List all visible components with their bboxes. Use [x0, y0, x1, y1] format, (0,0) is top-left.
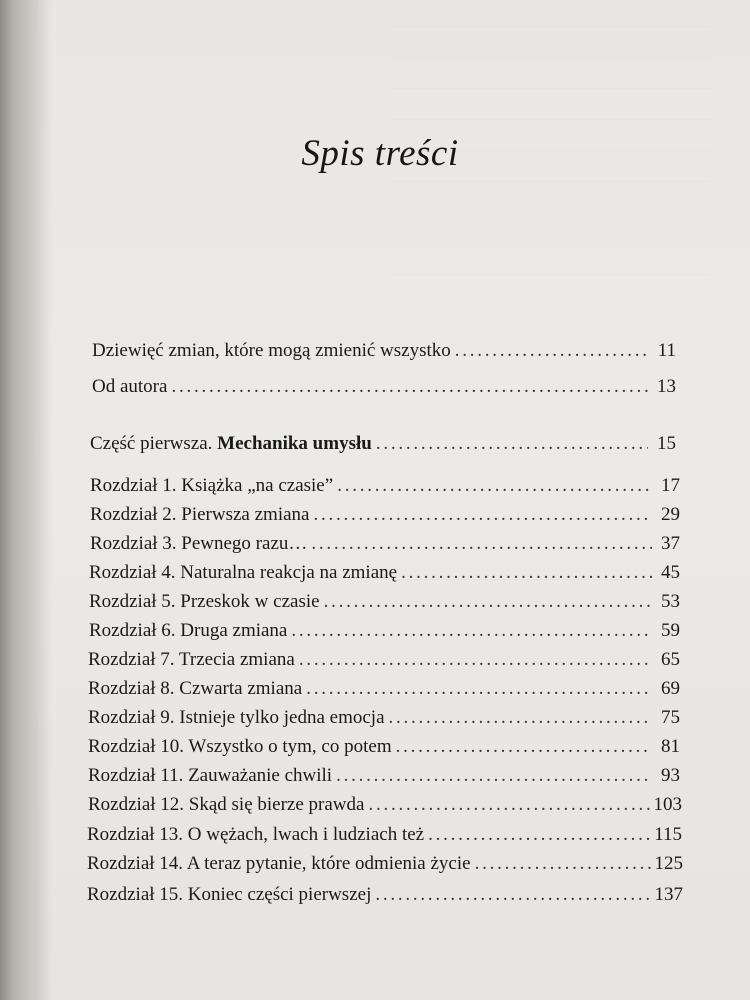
dot-leader — [171, 376, 648, 398]
toc-chapter-label: Rozdział 9. Istnieje tylko jedna emocja — [88, 707, 385, 728]
toc-entry — [92, 340, 676, 362]
dot-leader — [299, 649, 652, 671]
toc-chapter-page: 37 — [661, 533, 680, 554]
toc-chapter — [88, 765, 680, 787]
dot-leader — [375, 884, 650, 906]
toc-chapter-label: Rozdział 13. O wężach, lwach i ludziach też — [87, 824, 425, 845]
toc-chapter — [90, 475, 680, 497]
toc-chapter-label: Rozdział 5. Przeskok w czasie — [89, 591, 320, 612]
dot-leader — [389, 707, 652, 729]
dot-leader — [291, 620, 652, 642]
toc-chapter-label: Rozdział 15. Koniec części pierwszej — [87, 884, 372, 905]
dot-leader — [401, 562, 652, 584]
toc-chapter — [87, 853, 683, 875]
toc-chapter-label: Rozdział 4. Naturalna reakcja na zmianę — [89, 562, 398, 583]
toc-chapter-label: Rozdział 1. Książka „na czasie” — [90, 475, 334, 496]
toc-chapter — [88, 736, 680, 758]
toc-chapter — [90, 504, 680, 526]
toc-chapter-label: Rozdział 2. Pierwsza zmiana — [90, 504, 310, 525]
toc-chapter — [88, 678, 680, 700]
toc-chapter-label: Rozdział 11. Zauważanie chwili — [88, 765, 333, 786]
dot-leader — [455, 340, 648, 362]
toc-chapter — [88, 794, 682, 816]
toc-chapter-label: Rozdział 10. Wszystko o tym, co potem — [88, 736, 392, 757]
toc-chapter-page: 53 — [661, 591, 680, 612]
toc-chapter-page: 81 — [661, 736, 680, 757]
toc-chapter — [90, 533, 680, 555]
toc-chapter-page: 75 — [661, 707, 680, 728]
toc-chapter-page: 45 — [661, 562, 680, 583]
dot-leader — [368, 794, 649, 816]
toc-chapter-page: 65 — [661, 649, 680, 670]
toc-chapter-page: 17 — [661, 475, 680, 496]
toc-chapter — [89, 562, 680, 584]
toc-chapter-page: 125 — [654, 853, 683, 874]
dot-leader — [306, 678, 652, 700]
toc-chapter-label: Rozdział 7. Trzecia zmiana — [88, 649, 295, 670]
toc-chapter-page: 103 — [653, 794, 682, 815]
toc-chapter-label: Rozdział 12. Skąd się bierze prawda — [88, 794, 365, 815]
toc-chapter-label: Rozdział 3. Pewnego razu… — [90, 533, 308, 554]
dot-leader — [396, 736, 652, 758]
toc-chapter — [88, 649, 680, 671]
toc-chapter-page: 115 — [654, 824, 682, 845]
toc-chapter — [89, 620, 680, 642]
toc-entry-page: 13 — [657, 376, 676, 397]
toc-entry-label: Dziewięć zmian, które mogą zmienić wszystko — [92, 340, 451, 361]
toc-part-label — [90, 433, 372, 455]
dot-leader — [311, 533, 652, 555]
toc-chapter-page: 69 — [661, 678, 680, 699]
page-title: Spis treści — [301, 133, 459, 174]
toc-chapter — [87, 824, 682, 846]
dot-leader — [475, 853, 651, 875]
dot-leader — [324, 591, 652, 613]
toc-chapter-page: 59 — [661, 620, 680, 641]
toc-entry-page: 11 — [657, 340, 676, 361]
toc-chapter — [87, 884, 683, 906]
toc-part-title: Mechanika umysłu — [217, 433, 372, 454]
dot-leader — [337, 475, 652, 497]
toc-chapter — [89, 591, 680, 613]
toc-part-page: 15 — [657, 433, 676, 454]
toc-chapter-label: Rozdział 6. Druga zmiana — [89, 620, 288, 641]
toc-chapter-label: Rozdział 14. A teraz pytanie, które odmienia życie — [87, 853, 471, 874]
dot-leader — [428, 824, 650, 846]
toc-chapter-page: 29 — [661, 504, 680, 525]
dot-leader — [376, 433, 648, 455]
toc-chapter-label: Rozdział 8. Czwarta zmiana — [88, 678, 303, 699]
toc-chapter — [88, 707, 680, 729]
toc-entry — [92, 376, 676, 398]
dot-leader — [336, 765, 652, 787]
dot-leader — [313, 504, 652, 526]
toc-chapter-page: 93 — [661, 765, 680, 786]
toc-part-prefix: Część pierwsza. — [90, 433, 213, 454]
toc-entry-label: Od autora — [92, 376, 168, 397]
toc-chapter-page: 137 — [654, 884, 683, 905]
toc-part-heading — [90, 433, 676, 455]
